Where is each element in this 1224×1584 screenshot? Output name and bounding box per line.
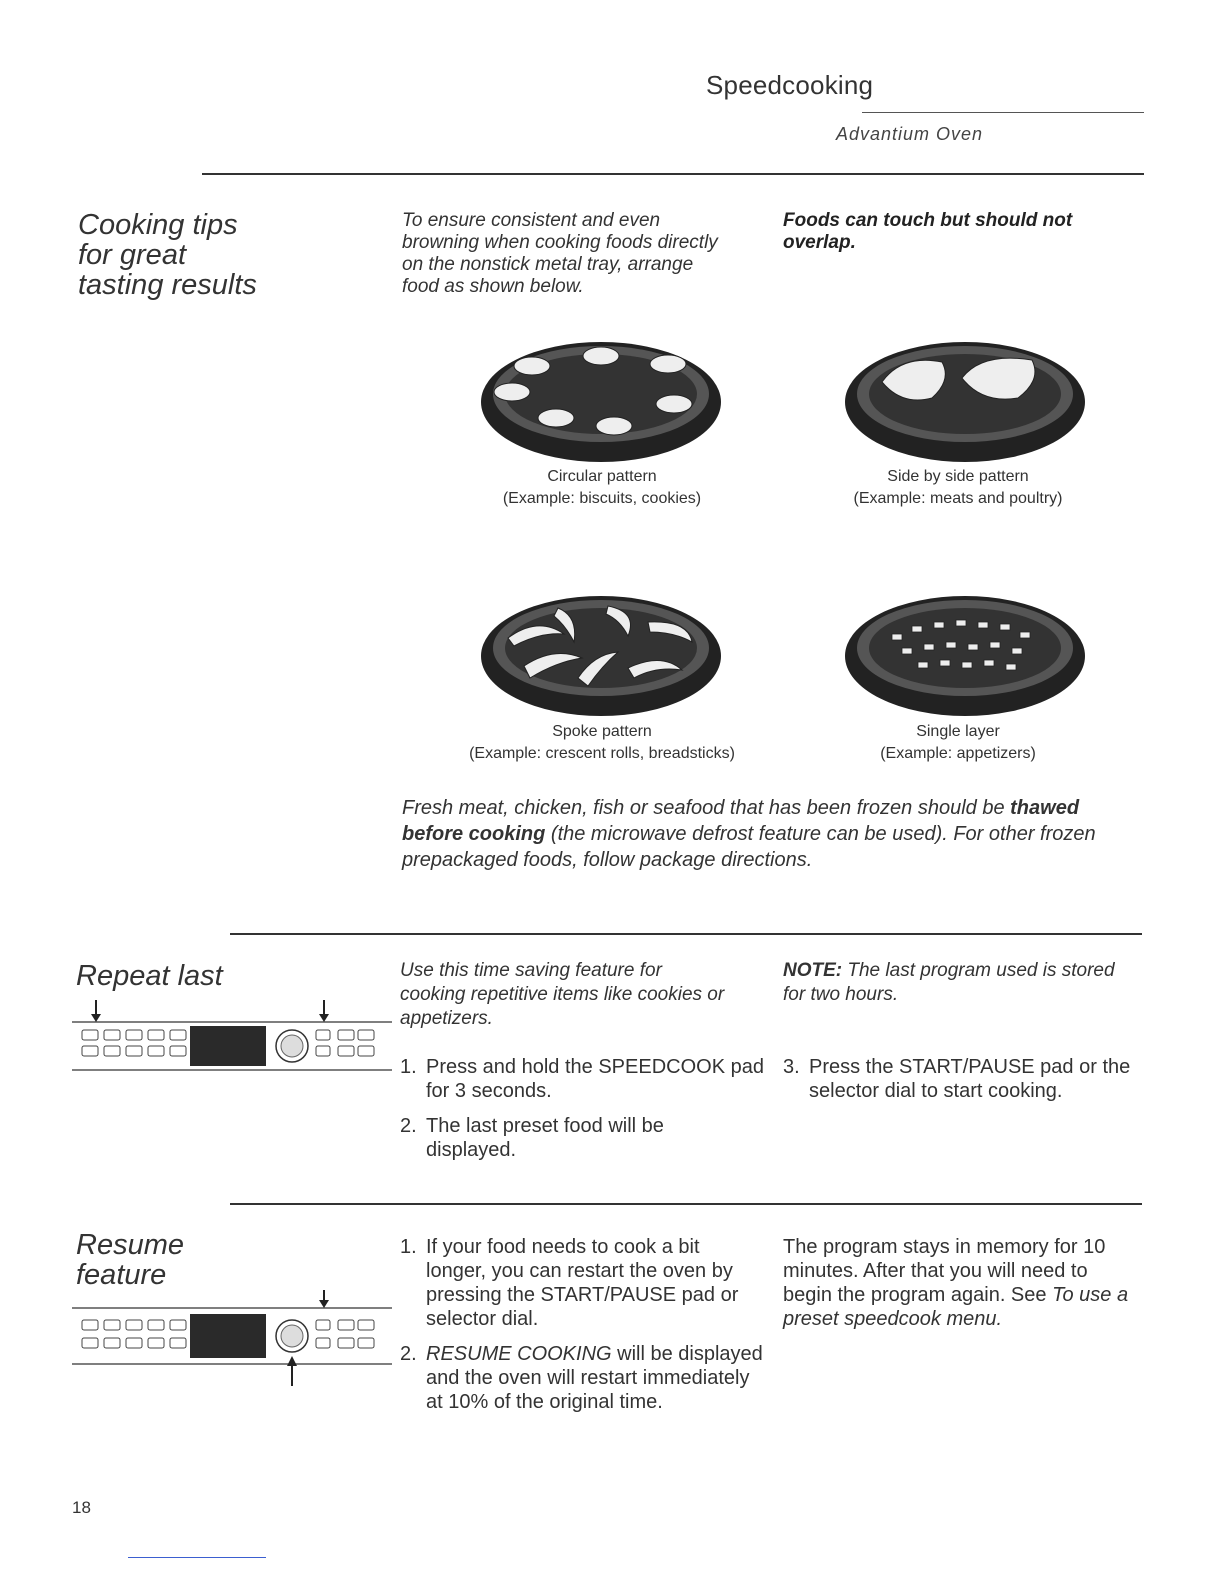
spoke-pattern-caption: Spoke pattern (Example: crescent rolls, breadsticks) [469,723,735,762]
page-header-subtitle: Advantium Oven [836,124,984,144]
section-divider-top [202,173,1144,175]
page-number: 18 [72,1498,91,1517]
repeat-last-intro: Use this time saving feature for cooking repetitive items like cookies or appetizers. [400,960,725,1029]
repeat-step-2: 2. The last preset food will be displayed. [400,1115,664,1161]
tips-overlap-note: Foods can touch but should not overlap. [783,210,1073,253]
frozen-food-note: Fresh meat, chicken, fish or seafood that has been frozen should be thawed before cooking (the microwave defrost feature can be used). For other frozen prepackaged foods, follow package directions. [402,797,1096,871]
single-layer-tray-icon [842,586,1088,718]
section-divider-repeat [230,933,1142,935]
side-by-side-pattern-tray-icon [842,332,1088,464]
section-divider-resume [230,1203,1142,1205]
repeat-step-3: 3. Press the START/PAUSE pad or the selector dial to start cooking. [783,1056,1131,1102]
control-panel-illustration-resume [72,1290,392,1395]
cooking-tips-heading: Cooking tips for great tasting results [78,209,257,301]
control-panel-illustration-repeat [72,998,392,1081]
resume-feature-heading: Resume feature [76,1229,184,1291]
resume-memory-note: The program stays in memory for 10 minutes. After that you will need to begin the program again. See To use a preset speedcook menu. [783,1236,1129,1330]
single-layer-caption: Single layer (Example: appetizers) [880,723,1036,762]
resume-step-1: 1. If your food needs to cook a bit longer, you can restart the oven by pressing the START/PAUSE pad or selector dial. [400,1236,739,1330]
repeat-last-note: NOTE: The last program used is stored for two hours. [783,960,1115,1005]
tips-intro: To ensure consistent and even browning when cooking foods directly on the nonstick metal tray, arrange food as shown below. [402,210,718,297]
repeat-step-1: 1. Press and hold the SPEEDCOOK pad for 3 seconds. [400,1056,764,1102]
circular-pattern-caption: Circular pattern (Example: biscuits, cookies) [502,468,702,507]
resume-step-2: 2. RESUME COOKING will be displayed and the oven will restart immediately at 10% of the original time. [400,1343,763,1413]
side-by-side-pattern-caption: Side by side pattern (Example: meats and poultry) [853,468,1063,507]
repeat-last-heading: Repeat last [76,960,223,992]
header-rule [862,112,1144,113]
circular-pattern-tray-icon [478,332,724,464]
page-header-title: Speedcooking [706,70,874,100]
footer-rule [128,1557,266,1558]
spoke-pattern-tray-icon [478,586,724,718]
